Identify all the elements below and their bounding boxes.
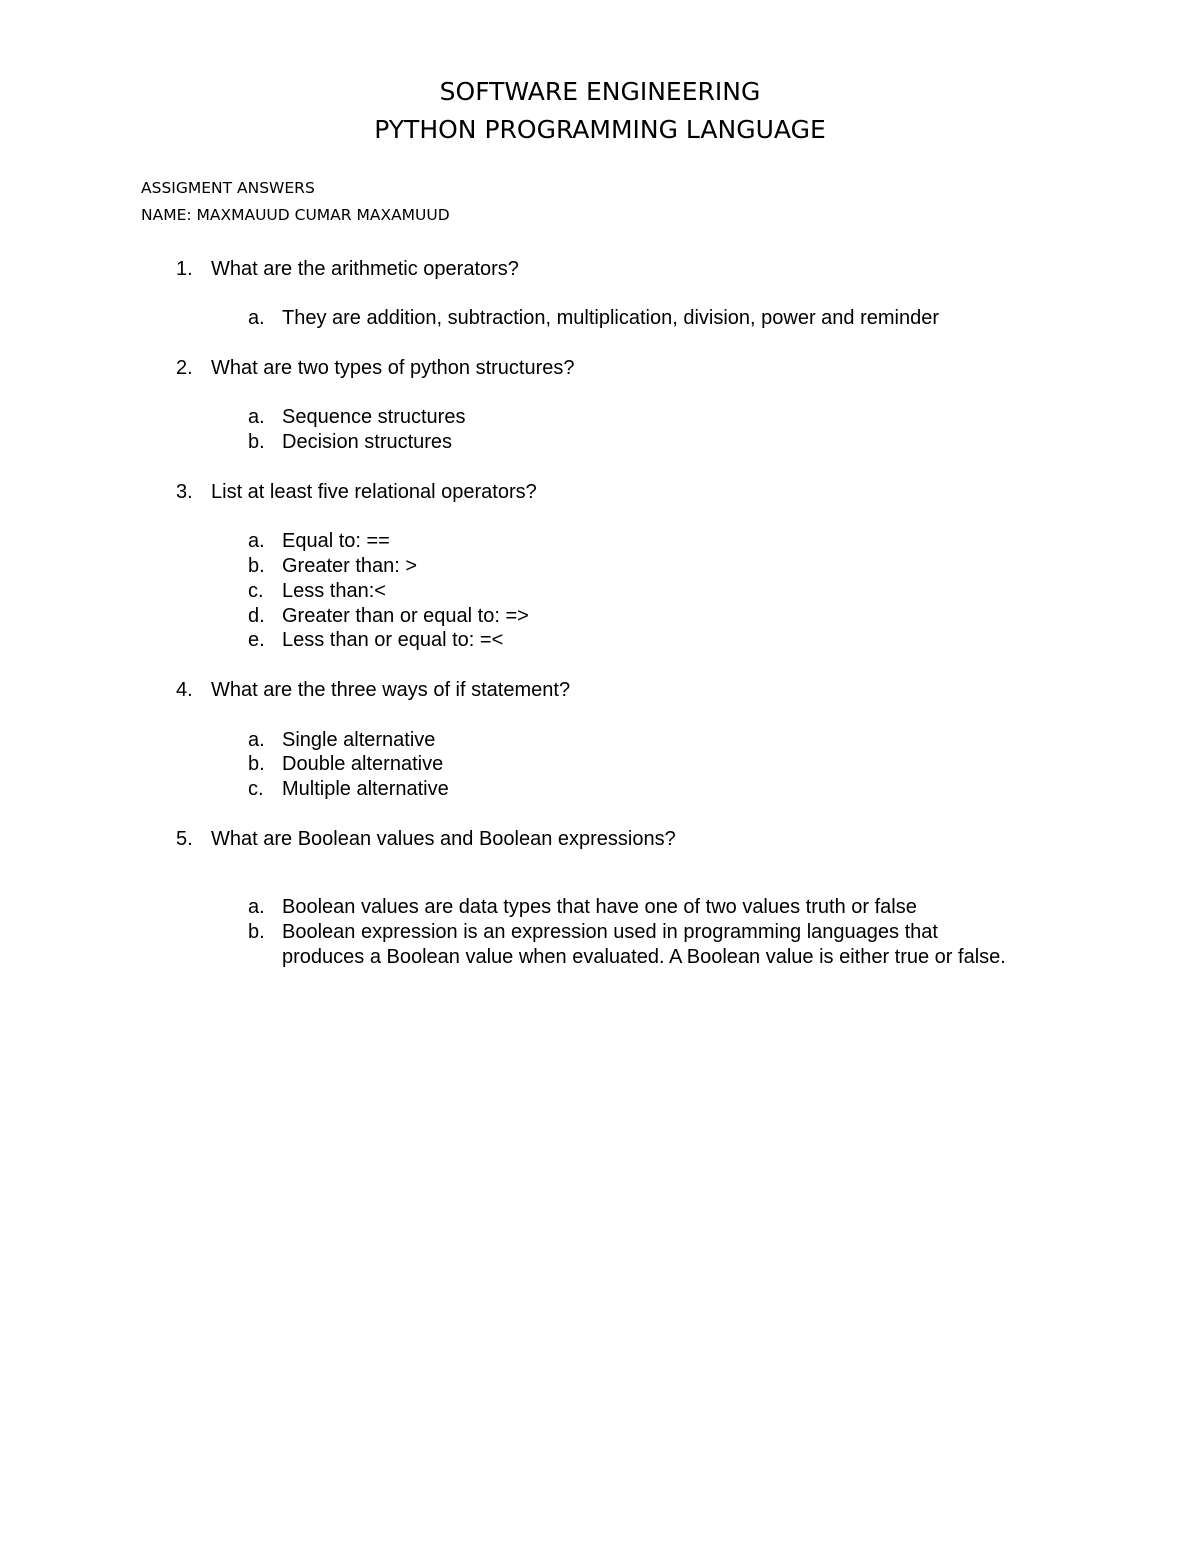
answer-text: Decision structures [282,431,453,453]
answer-letter: a. [248,729,265,751]
assignment-label: ASSIGMENT ANSWERS [141,179,315,197]
student-name: NAME: MAXMAUUD CUMAR MAXAMUUD [141,206,450,224]
question-text: What are Boolean values and Boolean expressions? [211,828,676,850]
question-number: 4. [176,679,193,701]
answer-text: Less than or equal to: =< [282,629,504,651]
answer-letter: c. [248,580,264,602]
question-number: 3. [176,481,193,503]
document-subtitle: PYTHON PROGRAMMING LANGUAGE [374,115,826,144]
answer-letter: e. [248,629,265,651]
answer-text: Boolean expression is an expression used in programming languages that produces a Boolean value when evaluated. A Boolean value is either true or false. [282,921,1006,968]
answer-text: They are addition, subtraction, multiplication, division, power and reminder [282,307,940,329]
answer-text: Equal to: == [282,530,390,552]
answer-letter: b. [248,431,265,453]
document-title: SOFTWARE ENGINEERING [439,77,761,106]
answer-letter: a. [248,307,265,329]
answer-text: Less than:< [282,580,386,602]
answer-text: Sequence structures [282,406,466,428]
answer-text: Multiple alternative [282,778,449,800]
answer-letter: b. [248,555,265,577]
question-number: 2. [176,357,193,379]
answer-letter: b. [248,921,265,943]
answer-text: Greater than: > [282,555,418,577]
answer-letter: c. [248,778,264,800]
question-text: List at least five relational operators? [211,481,537,503]
answer-letter: b. [248,753,265,775]
question-text: What are the arithmetic operators? [211,258,519,280]
answer-text: Single alternative [282,729,436,751]
answer-letter: a. [248,406,265,428]
answer-text: Double alternative [282,753,444,775]
answer-text: Greater than or equal to: => [282,605,529,627]
answer-letter: a. [248,896,265,918]
question-number: 5. [176,828,193,850]
question-text: What are two types of python structures? [211,357,575,379]
question-number: 1. [176,258,193,280]
answer-text: Boolean values are data types that have one of two values truth or false [282,896,917,918]
question-text: What are the three ways of if statement? [211,679,571,701]
answer-letter: a. [248,530,265,552]
answer-letter: d. [248,605,265,627]
